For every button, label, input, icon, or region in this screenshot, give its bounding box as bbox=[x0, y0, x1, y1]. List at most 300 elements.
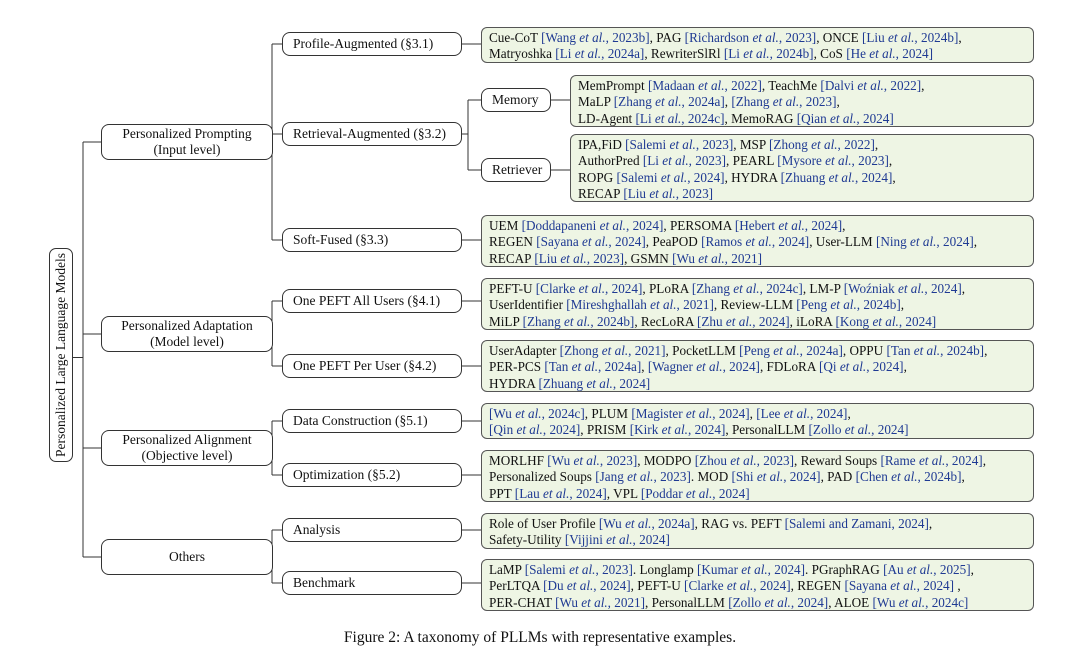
subcategory-retrieval-augmented-sec3-2-label: Retrieval-Augmented (§3.2) bbox=[293, 126, 446, 141]
method-text: PPT bbox=[489, 485, 515, 501]
method-text: , LM-P bbox=[802, 281, 844, 296]
method-text: Personalized Soups bbox=[489, 469, 596, 485]
citation-text: et al. bbox=[516, 422, 543, 438]
citation-text: , 2024] bbox=[866, 359, 904, 375]
method-text: , ONCE bbox=[816, 30, 862, 45]
citation-text: [Magister bbox=[631, 406, 686, 421]
method-text: , PAD bbox=[820, 469, 856, 485]
method-text: , iLoRA bbox=[789, 313, 836, 329]
citation-text: et al. bbox=[543, 485, 570, 501]
citation-text: et al. bbox=[872, 313, 899, 329]
leaf-line bbox=[578, 153, 1026, 169]
citation-text: [Tan bbox=[544, 359, 572, 375]
subcategory-soft-fused-sec3-3 bbox=[282, 228, 462, 252]
subsubcategory-retriever bbox=[481, 158, 551, 182]
citation-text: et al. bbox=[578, 281, 605, 296]
citation-text: , 2022] bbox=[724, 78, 762, 93]
method-text: Cue-CoT bbox=[489, 30, 542, 45]
citation-text: et al. bbox=[811, 137, 838, 152]
citation-text: , 2024] bbox=[924, 281, 962, 296]
leaf-line bbox=[489, 532, 1026, 548]
citation-text: [Rame bbox=[880, 453, 919, 468]
citation-text: , 2021] bbox=[607, 594, 646, 610]
citation-text: et al. bbox=[778, 218, 805, 233]
citation-text: , 2024] bbox=[767, 562, 806, 577]
method-text: , bbox=[903, 359, 907, 375]
method-text: , MODPO bbox=[637, 453, 695, 468]
method-text: , bbox=[892, 169, 896, 185]
citation-text: [Zhuang bbox=[538, 375, 587, 391]
method-text: MemPrompt bbox=[578, 78, 648, 93]
citation-text: et al. bbox=[515, 406, 542, 421]
citation-text: et al. bbox=[627, 469, 654, 485]
citation-text: et al. bbox=[897, 281, 925, 296]
method-text: , bbox=[961, 469, 965, 485]
method-text: , PEARL bbox=[726, 153, 778, 169]
leaf-profile-augmented-sec3-1 bbox=[481, 27, 1034, 63]
citation-text: , 2024b] bbox=[590, 313, 635, 329]
citation-text: et al. bbox=[661, 422, 688, 438]
citation-text: et al. bbox=[772, 94, 800, 110]
citation-text: et al. bbox=[566, 578, 594, 594]
method-text: AuthorPred bbox=[578, 153, 643, 169]
citation-text: et al. bbox=[830, 297, 857, 313]
citation-text: et al. bbox=[726, 578, 754, 594]
citation-text: et al. bbox=[844, 422, 872, 438]
citation-text: , 2023] bbox=[595, 562, 633, 577]
subcategory-soft-fused-sec3-3-label: Soft-Fused (§3.3) bbox=[293, 232, 389, 247]
method-text: , VPL bbox=[606, 485, 641, 501]
citation-text: et al. bbox=[910, 234, 937, 250]
leaf-line bbox=[489, 314, 1026, 330]
method-text: , bbox=[970, 562, 974, 577]
leaf-line bbox=[489, 218, 1026, 234]
subcategory-one-peft-per-user-sec4-2-label: One PEFT Per User (§4.2) bbox=[293, 358, 437, 373]
citation-text: , 2024] bbox=[608, 234, 646, 250]
method-text: , bbox=[928, 516, 933, 531]
subcategory-benchmark-label: Benchmark bbox=[293, 575, 356, 590]
subcategory-data-construction-sec5-1 bbox=[282, 409, 462, 433]
citation-text: et al. bbox=[752, 30, 779, 45]
leaf-line bbox=[489, 359, 1026, 375]
citation-text: [Li bbox=[642, 153, 663, 169]
citation-text: et al. bbox=[569, 562, 596, 577]
citation-text: et al. bbox=[599, 218, 626, 233]
citation-text: , 2024a] bbox=[598, 359, 642, 375]
citation-text: [Dalvi bbox=[820, 78, 858, 93]
citation-text: et al. bbox=[662, 153, 689, 169]
citation-text: , 2024] bbox=[916, 578, 955, 594]
citation-text: , 2023] bbox=[799, 94, 837, 110]
citation-text: et al. bbox=[586, 375, 613, 391]
citation-text: [Zhang bbox=[522, 313, 564, 329]
subcategory-data-construction-sec5-1-label: Data Construction (§5.1) bbox=[293, 413, 428, 428]
citation-text: et al. bbox=[745, 234, 772, 250]
method-text: , bbox=[900, 297, 905, 313]
citation-text: [Salemi bbox=[625, 137, 670, 152]
leaf-line bbox=[489, 234, 1026, 250]
category-personalized-prompting bbox=[101, 124, 273, 160]
leaf-line bbox=[489, 453, 1026, 469]
method-text: , FDLoRA bbox=[759, 359, 819, 375]
citation-text: [Zhang bbox=[691, 281, 734, 296]
citation-text: et al. bbox=[888, 30, 915, 45]
subsubcategory-retriever-label: Retriever bbox=[492, 162, 543, 177]
leaf-line bbox=[578, 186, 1026, 202]
subcategory-one-peft-all-users-sec4-1-label: One PEFT All Users (§4.1) bbox=[293, 293, 441, 308]
method-text: , bbox=[874, 137, 879, 152]
citation-text: et al. bbox=[650, 297, 677, 313]
citation-text: et al. bbox=[906, 562, 934, 577]
citation-text: , 2024] bbox=[569, 485, 607, 501]
citation-text: [Doddapaneni bbox=[521, 218, 600, 233]
citation-text: , 2024a] bbox=[651, 516, 695, 531]
citation-text: [Kirk bbox=[629, 422, 662, 438]
method-text: , CoS bbox=[813, 46, 847, 62]
method-text: , PocketLLM bbox=[665, 343, 740, 358]
method-text: , PRISM bbox=[580, 422, 630, 438]
citation-text: [Madaan bbox=[647, 78, 699, 93]
citation-text: [Zhong bbox=[769, 137, 812, 152]
citation-text: [Zhang bbox=[613, 94, 656, 110]
citation-text: , 2024] bbox=[612, 375, 651, 391]
method-text: , RAG vs. PEFT bbox=[694, 516, 785, 531]
citation-text: [Chen bbox=[855, 469, 892, 485]
citation-text: [Wu bbox=[672, 250, 699, 266]
leaf-analysis bbox=[481, 513, 1034, 549]
citation-text: [Wu bbox=[489, 406, 516, 421]
citation-text: et al. bbox=[573, 453, 600, 468]
citation-text: , 2023] bbox=[851, 153, 889, 169]
method-text: , bbox=[749, 406, 757, 421]
leaf-line bbox=[489, 422, 1026, 438]
method-text: , bbox=[847, 406, 851, 421]
leaf-line bbox=[578, 111, 1026, 127]
method-text: , REGEN bbox=[790, 578, 845, 594]
citation-text: [Li bbox=[555, 46, 575, 62]
citation-text: [Jang bbox=[595, 469, 628, 485]
citation-text: et al. bbox=[773, 343, 800, 358]
citation-text: et al. bbox=[764, 594, 791, 610]
citation-text: [Peng bbox=[739, 343, 774, 358]
citation-text: , 2024] bbox=[542, 422, 581, 438]
citation-text: et al. bbox=[828, 169, 855, 185]
citation-text: et al. bbox=[830, 110, 857, 126]
citation-text: [Kumar bbox=[696, 562, 742, 577]
citation-text: et al. bbox=[606, 532, 633, 548]
method-text: , bbox=[954, 578, 961, 594]
citation-text: , 2021] bbox=[676, 297, 714, 313]
method-text: , bbox=[982, 453, 986, 468]
citation-text: [Peng bbox=[796, 297, 831, 313]
citation-text: [Zollo bbox=[728, 594, 765, 610]
citation-text: , 2024] bbox=[790, 594, 829, 610]
method-text: UserAdapter bbox=[489, 343, 560, 358]
citation-text: et al. bbox=[725, 313, 753, 329]
method-text: PER-PCS bbox=[489, 359, 545, 375]
leaf-one-peft-per-user-sec4-2 bbox=[481, 340, 1034, 392]
citation-text: et al. bbox=[890, 578, 917, 594]
leaf-line bbox=[578, 170, 1026, 186]
category-others-label: Others bbox=[169, 549, 205, 564]
method-text: HYDRA bbox=[489, 375, 539, 391]
leaf-line bbox=[489, 406, 1026, 422]
category-personalized-adaptation-label: Personalized Adaptation bbox=[121, 318, 253, 333]
leaf-line bbox=[489, 297, 1026, 313]
citation-text: , 2024] bbox=[753, 578, 791, 594]
method-text: , bbox=[973, 234, 978, 250]
citation-text: [Qin bbox=[489, 422, 517, 438]
leaf-line bbox=[489, 469, 1026, 485]
citation-text: , 2023] bbox=[675, 186, 714, 202]
leaf-line bbox=[489, 486, 1026, 502]
method-text: , Review-LLM bbox=[713, 297, 797, 313]
citation-text: et al. bbox=[891, 469, 918, 485]
citation-text: [Zhang bbox=[731, 94, 773, 110]
method-text: , bbox=[836, 94, 840, 110]
citation-text: [Liu bbox=[623, 186, 650, 202]
citation-text: , 2023] bbox=[695, 137, 734, 152]
citation-text: , 2024] bbox=[625, 218, 664, 233]
subcategory-optimization-sec5-2 bbox=[282, 463, 462, 487]
citation-text: [He bbox=[846, 46, 870, 62]
citation-text: [Zhou bbox=[694, 453, 731, 468]
citation-text: , 2024] bbox=[856, 110, 894, 126]
leaf-line bbox=[489, 376, 1026, 392]
method-text: , ALOE bbox=[828, 594, 873, 610]
method-text: , TeachMe bbox=[761, 78, 821, 93]
citation-text: [Zollo bbox=[808, 422, 845, 438]
citation-text: , 2023] bbox=[688, 153, 727, 169]
citation-text: [Wu bbox=[547, 453, 574, 468]
method-text: , PERSOMA bbox=[663, 218, 735, 233]
method-text: , MemoRAG bbox=[724, 110, 797, 126]
subsubcategory-memory bbox=[481, 88, 551, 112]
citation-text: , 2021] bbox=[628, 343, 666, 358]
citation-text: , 2024] bbox=[771, 234, 810, 250]
subsubcategory-memory-label: Memory bbox=[492, 92, 539, 107]
method-text: REGEN bbox=[489, 234, 537, 250]
leaf-line bbox=[489, 343, 1026, 359]
citation-text: et al. bbox=[730, 453, 757, 468]
method-text: , bbox=[984, 343, 988, 358]
category-others bbox=[101, 539, 273, 575]
method-text: MaLP bbox=[578, 94, 614, 110]
method-text: , PEFT-U bbox=[630, 578, 685, 594]
citation-text: , 2022] bbox=[883, 78, 922, 93]
method-text: UEM bbox=[489, 218, 522, 233]
category-personalized-alignment-label: Personalized Alignment bbox=[122, 432, 252, 447]
citation-text: et al. bbox=[660, 169, 688, 185]
citation-text: , 2024] bbox=[804, 218, 843, 233]
leaf-line bbox=[489, 516, 1026, 532]
citation-text: [Wu bbox=[598, 516, 626, 531]
leaf-soft-fused-sec3-3 bbox=[481, 215, 1034, 267]
method-text: PER-CHAT bbox=[489, 594, 556, 610]
citation-text: et al. bbox=[696, 359, 723, 375]
citation-text: [Kong bbox=[835, 313, 873, 329]
leaf-memory bbox=[570, 75, 1034, 127]
subcategory-retrieval-augmented-sec3-2 bbox=[282, 122, 462, 146]
method-text: UserIdentifier bbox=[489, 297, 567, 313]
citation-text: , 2024] bbox=[712, 406, 750, 421]
citation-text: [Wang bbox=[541, 30, 580, 45]
citation-text: [Lee bbox=[756, 406, 784, 421]
leaf-one-peft-all-users-sec4-1 bbox=[481, 278, 1034, 330]
method-text: RECAP bbox=[578, 186, 624, 202]
method-text: , GSMN bbox=[624, 250, 673, 266]
category-personalized-adaptation bbox=[101, 316, 273, 352]
subcategory-profile-augmented-sec3-1-label: Profile-Augmented (§3.1) bbox=[293, 36, 434, 51]
citation-text: et al. bbox=[741, 562, 768, 577]
citation-text: [Ning bbox=[875, 234, 911, 250]
citation-text: [Wagner bbox=[647, 359, 697, 375]
citation-text: et al. bbox=[825, 153, 852, 169]
method-text: , bbox=[958, 30, 962, 45]
category-personalized-alignment bbox=[101, 430, 273, 466]
citation-text: , 2022] bbox=[837, 137, 875, 152]
method-text: RECAP bbox=[489, 250, 535, 266]
leaf-line bbox=[489, 595, 1026, 611]
citation-text: et al. bbox=[655, 94, 682, 110]
method-text: , RecLoRA bbox=[634, 313, 697, 329]
citation-text: [Poddar bbox=[640, 485, 686, 501]
citation-text: , 2024] bbox=[712, 485, 750, 501]
citation-text: et al. bbox=[581, 594, 608, 610]
method-text: Matryoshka bbox=[489, 46, 556, 62]
citation-text: , 2024] bbox=[593, 578, 631, 594]
citation-text: , 2024] bbox=[936, 234, 974, 250]
method-text: MiLP bbox=[489, 313, 523, 329]
citation-text: et al. bbox=[563, 313, 591, 329]
citation-text: [Vijjini bbox=[564, 532, 607, 548]
leaf-line bbox=[578, 78, 1026, 94]
leaf-line bbox=[489, 578, 1026, 594]
citation-text: , 2024] bbox=[810, 406, 848, 421]
citation-text: et al. bbox=[743, 46, 770, 62]
citation-text: , 2025] bbox=[933, 562, 971, 577]
subcategory-optimization-sec5-2-label: Optimization (§5.2) bbox=[293, 467, 401, 482]
citation-text: [Wu bbox=[555, 594, 582, 610]
leaf-line bbox=[489, 30, 1026, 46]
citation-text: , 2024] bbox=[898, 313, 937, 329]
citation-text: et al. bbox=[783, 406, 811, 421]
citation-text: , 2024] bbox=[687, 169, 725, 185]
method-text: . MOD bbox=[690, 469, 732, 485]
citation-text: , 2023] bbox=[778, 30, 817, 45]
citation-text: , 2023] bbox=[653, 469, 691, 485]
method-text: IPA,FiD bbox=[578, 137, 626, 152]
method-text: , HYDRA bbox=[724, 169, 781, 185]
citation-text: [Salemi and Zamani, 2024] bbox=[784, 516, 929, 531]
citation-text: et al. bbox=[869, 46, 896, 62]
citation-text: [Mysore bbox=[777, 153, 826, 169]
citation-text: , 2024] bbox=[854, 169, 893, 185]
citation-text: [Sayana bbox=[536, 234, 583, 250]
leaf-line bbox=[489, 46, 1026, 62]
citation-text: , 2024b] bbox=[940, 343, 985, 358]
leaf-optimization-sec5-2 bbox=[481, 450, 1034, 502]
method-text: Role of User Profile bbox=[489, 516, 599, 531]
citation-text: [Ramos bbox=[701, 234, 746, 250]
citation-text: et al. bbox=[582, 234, 609, 250]
method-text: , bbox=[724, 94, 732, 110]
citation-text: et al. bbox=[685, 406, 713, 421]
subcategory-profile-augmented-sec3-1 bbox=[282, 32, 462, 56]
citation-text: et al. bbox=[913, 343, 941, 358]
citation-text: et al. bbox=[579, 30, 606, 45]
citation-text: [Qian bbox=[796, 110, 831, 126]
category-personalized-alignment-sublabel: (Objective level) bbox=[141, 448, 233, 463]
method-text: , PersonalLLM bbox=[725, 422, 809, 438]
citation-text: [Zhuang bbox=[780, 169, 829, 185]
method-text: . Longlamp bbox=[632, 562, 697, 577]
method-text: PerLTQA bbox=[489, 578, 544, 594]
citation-text: , 2023] bbox=[756, 453, 795, 468]
method-text: , RewriterSlRl bbox=[644, 46, 724, 62]
citation-text: et al. bbox=[898, 594, 926, 610]
citation-text: , 2024c] bbox=[925, 594, 969, 610]
citation-text: [Sayana bbox=[844, 578, 891, 594]
citation-text: [Li bbox=[723, 46, 744, 62]
citation-text: [Zhu bbox=[696, 313, 726, 329]
citation-text: et al. bbox=[669, 137, 696, 152]
citation-text: [Mireshghallah bbox=[566, 297, 651, 313]
citation-text: , 2023] bbox=[599, 453, 638, 468]
citation-text: et al. bbox=[560, 250, 587, 266]
citation-text: , 2024a] bbox=[601, 46, 645, 62]
method-text: LD-Agent bbox=[578, 110, 636, 126]
citation-text: et al. bbox=[574, 46, 602, 62]
leaf-data-construction-sec5-1 bbox=[481, 403, 1034, 439]
citation-text: [Du bbox=[543, 578, 567, 594]
citation-text: et al. bbox=[756, 469, 784, 485]
subcategory-analysis bbox=[282, 518, 462, 542]
method-text: , MSP bbox=[733, 137, 770, 152]
category-personalized-prompting-label: Personalized Prompting bbox=[122, 126, 252, 141]
citation-text: et al. bbox=[601, 343, 629, 358]
citation-text: , 2024a] bbox=[681, 94, 725, 110]
method-text: , PLoRA bbox=[642, 281, 692, 296]
citation-text: [Au bbox=[883, 562, 907, 577]
citation-text: [Salemi bbox=[616, 169, 661, 185]
citation-text: et al. bbox=[839, 359, 867, 375]
method-text: , PLUM bbox=[584, 406, 632, 421]
citation-text: [Richardson bbox=[684, 30, 753, 45]
leaf-line bbox=[489, 562, 1026, 578]
method-text: , Reward Soups bbox=[794, 453, 881, 468]
leaf-benchmark bbox=[481, 559, 1034, 611]
citation-text: [Salemi bbox=[524, 562, 570, 577]
citation-text: et al. bbox=[698, 78, 725, 93]
method-text: , bbox=[888, 153, 893, 169]
citation-text: [Shi bbox=[731, 469, 757, 485]
citation-text: [Liu bbox=[534, 250, 561, 266]
citation-text: , 2023] bbox=[586, 250, 625, 266]
citation-text: et al. bbox=[571, 359, 598, 375]
citation-text: [Wu bbox=[872, 594, 899, 610]
citation-text: et al. bbox=[649, 186, 676, 202]
citation-text: et al. bbox=[685, 485, 713, 501]
leaf-retriever bbox=[570, 134, 1034, 202]
subcategory-one-peft-all-users-sec4-1 bbox=[282, 289, 462, 313]
category-personalized-adaptation-sublabel: (Model level) bbox=[150, 334, 224, 349]
citation-text: , 2021] bbox=[724, 250, 763, 266]
citation-text: et al. bbox=[857, 78, 884, 93]
method-text: , PersonalLLM bbox=[645, 594, 729, 610]
citation-text: , 2024b] bbox=[856, 297, 901, 313]
citation-text: et al. bbox=[733, 281, 760, 296]
